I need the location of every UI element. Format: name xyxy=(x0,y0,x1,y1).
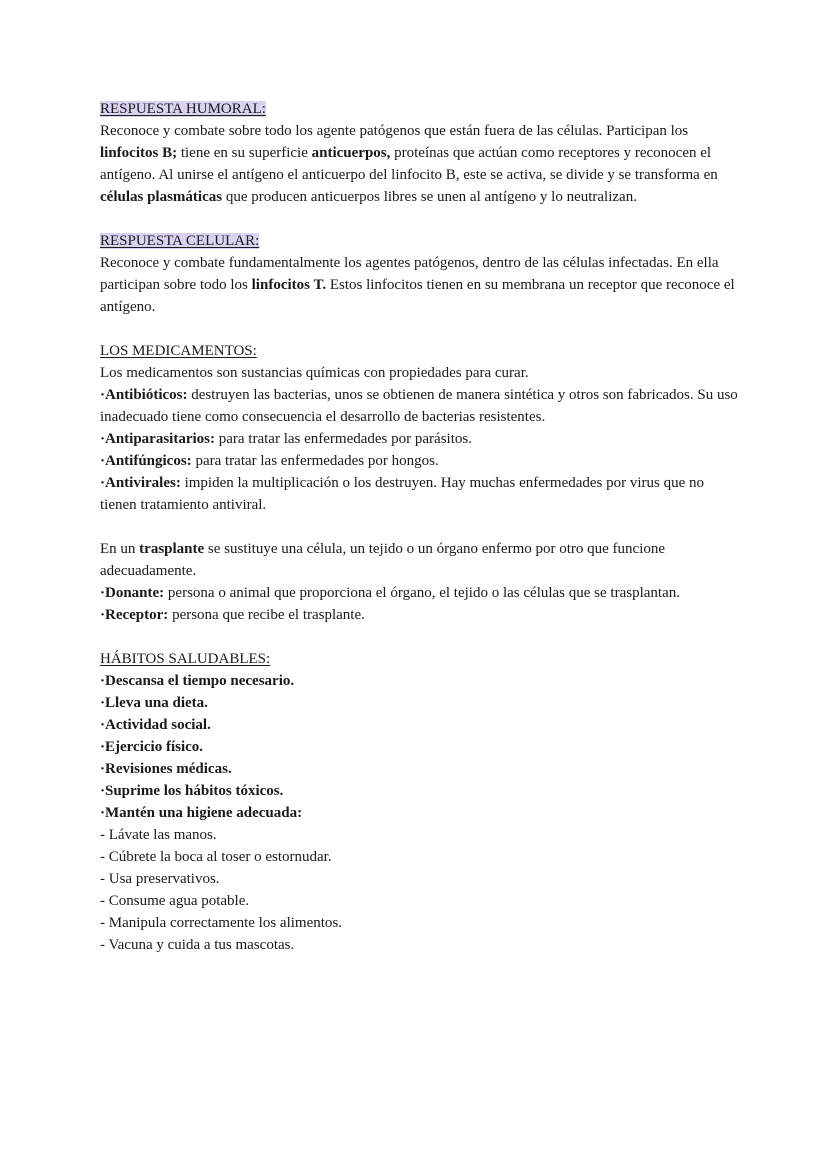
sub-item: - Usa preservativos. xyxy=(100,871,220,887)
list-item xyxy=(100,802,740,824)
text: persona que recibe el trasplante. xyxy=(168,607,365,623)
list-item xyxy=(100,780,740,802)
habit-item: ·Lleva una dieta. xyxy=(100,695,208,711)
list-item xyxy=(100,428,740,450)
list-item xyxy=(100,714,740,736)
text: tiene en su superficie xyxy=(177,145,312,161)
text: se sustituye una célula, un tejido o un órgano enfermo por otro que funcione adecuadamente. xyxy=(100,541,666,579)
term-antivirales: ·Antivirales: xyxy=(100,475,181,491)
habit-item: ·Mantén una higiene adecuada: xyxy=(100,805,303,821)
term-anticuerpos: anticuerpos, xyxy=(311,145,391,161)
term-linfocitos-t: linfocitos T. xyxy=(251,277,327,293)
sub-item: - Lávate las manos. xyxy=(100,827,217,843)
list-item xyxy=(100,472,740,516)
paragraph-humoral xyxy=(100,120,740,208)
list-item xyxy=(100,692,740,714)
habit-item: ·Descansa el tiempo necesario. xyxy=(100,673,295,689)
section-humoral xyxy=(100,98,740,208)
habit-item: ·Ejercicio físico. xyxy=(100,739,204,755)
sub-item: - Cúbrete la boca al toser o estornudar. xyxy=(100,849,332,865)
sub-item: - Manipula correctamente los alimentos. xyxy=(100,915,342,931)
term-receptor: ·Receptor: xyxy=(100,607,169,623)
text: Reconoce y combate fundamentalmente los agentes patógenos, dentro de las células infectadas. En ella participan sobre todo los xyxy=(100,255,719,293)
term-trasplante: trasplante xyxy=(139,541,205,557)
heading-respuesta-celular: RESPUESTA CELULAR: xyxy=(100,233,260,249)
habit-item: ·Suprime los hábitos tóxicos. xyxy=(100,783,284,799)
term-antiparasitarios: ·Antiparasitarios: xyxy=(100,431,215,447)
section-trasplante xyxy=(100,538,740,626)
habit-item: ·Revisiones médicas. xyxy=(100,761,232,777)
heading-respuesta-humoral: RESPUESTA HUMORAL: xyxy=(100,101,266,117)
text: Reconoce y combate sobre todo los agente patógenos que están fuera de las células. Participan los xyxy=(100,123,689,139)
list-item xyxy=(100,758,740,780)
paragraph-trasplante xyxy=(100,538,740,582)
section-celular xyxy=(100,230,740,318)
term-donante: ·Donante: xyxy=(100,585,165,601)
list-item xyxy=(100,670,740,692)
text: impiden la multiplicación o los destruyen. Hay muchas enfermedades por virus que no tienen tratamiento antiviral. xyxy=(100,475,705,513)
term-antibioticos: ·Antibióticos: xyxy=(100,387,188,403)
text: para tratar las enfermedades por parásitos. xyxy=(215,431,472,447)
list-item xyxy=(100,582,740,604)
text: proteínas que actúan como receptores y reconocen el antígeno. Al unirse el antígeno el anticuerpo del linfocito B, este se activa, se divide y se transforma en xyxy=(100,145,718,183)
list-item xyxy=(100,450,740,472)
text: para tratar las enfermedades por hongos. xyxy=(191,453,439,469)
habit-item: ·Actividad social. xyxy=(100,717,211,733)
document-page xyxy=(100,98,740,956)
text: En un xyxy=(100,541,140,557)
heading-los-medicamentos: LOS MEDICAMENTOS: xyxy=(100,343,257,359)
paragraph-celular xyxy=(100,252,740,318)
term-celulas-plasmaticas: células plasmáticas xyxy=(100,189,223,205)
list-item xyxy=(100,384,740,428)
text: destruyen las bacterias, unos se obtienen de manera sintética y otros son fabricados. Su uso inadecuado tiene como consecuencia el desarrollo de bacterias resistentes. xyxy=(100,387,738,425)
text: persona o animal que proporciona el órgano, el tejido o las células que se trasplantan. xyxy=(164,585,680,601)
section-medicamentos xyxy=(100,340,740,516)
text: que producen anticuerpos libres se unen al antígeno y lo neutralizan. xyxy=(222,189,637,205)
list-item xyxy=(100,736,740,758)
sub-item: - Consume agua potable. xyxy=(100,893,250,909)
medicamentos-intro: Los medicamentos son sustancias químicas con propiedades para curar. xyxy=(100,365,529,381)
section-habitos xyxy=(100,648,740,956)
text: Estos linfocitos tienen en su membrana un receptor que reconoce el antígeno. xyxy=(100,277,735,315)
list-item xyxy=(100,604,740,626)
term-antifungicos: ·Antifúngicos: xyxy=(100,453,192,469)
heading-habitos-saludables: HÁBITOS SALUDABLES: xyxy=(100,651,271,667)
term-linfocitos-b: linfocitos B; xyxy=(100,145,178,161)
sub-item: - Vacuna y cuida a tus mascotas. xyxy=(100,937,295,953)
